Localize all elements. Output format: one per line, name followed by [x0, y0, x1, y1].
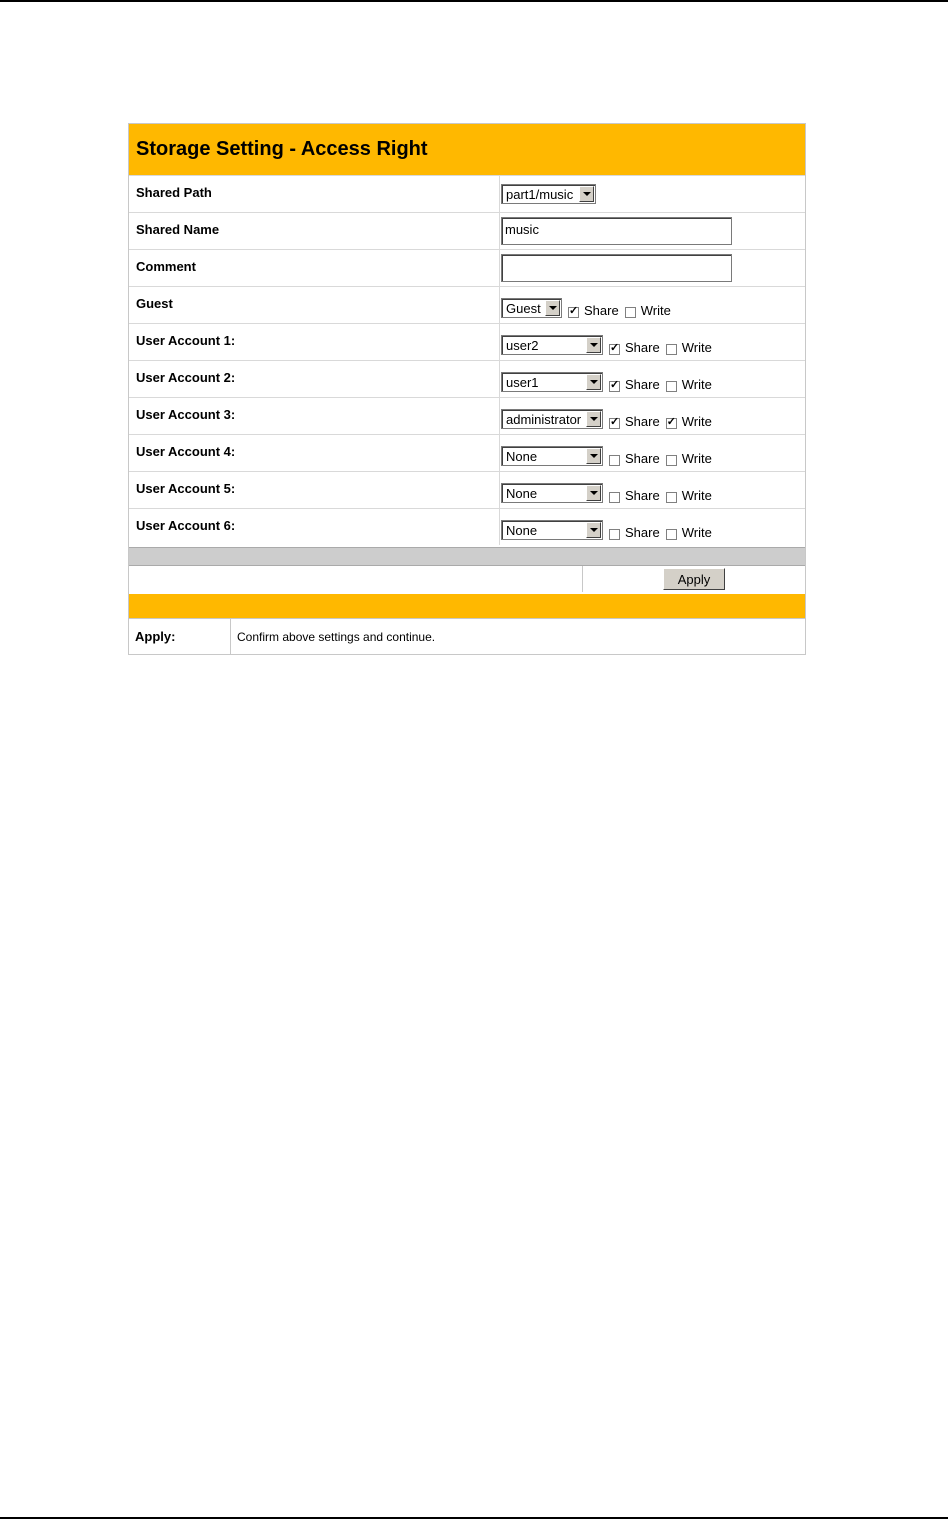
separator-bar — [129, 547, 805, 566]
guest-select-value: Guest — [506, 300, 541, 316]
shared-path-select[interactable] — [501, 184, 596, 204]
user-account-3-label: User Account 3: — [129, 398, 500, 434]
share-label: Share — [625, 488, 660, 503]
share-label: Share — [625, 377, 660, 392]
chevron-down-icon[interactable] — [579, 186, 594, 202]
help-description: Confirm above settings and continue. — [237, 629, 436, 644]
top-rule — [0, 0, 948, 2]
write-label: Write — [681, 451, 712, 466]
comment-label: Comment — [129, 250, 500, 286]
user-account-2-share-checkbox[interactable] — [609, 381, 620, 392]
user-account-3-value: administrator — [506, 411, 582, 427]
write-label: Write — [681, 488, 712, 503]
page-title: Storage Setting - Access Right — [129, 124, 805, 175]
chevron-down-icon[interactable] — [586, 485, 601, 501]
share-label: Share — [625, 340, 660, 355]
bottom-rule — [0, 1517, 948, 1519]
chevron-down-icon[interactable] — [586, 337, 601, 353]
user-account-4-value: None — [506, 448, 538, 464]
share-label: Share — [625, 451, 660, 466]
user-account-3-select[interactable] — [501, 409, 603, 429]
user-account-3-write-checkbox[interactable] — [666, 418, 677, 429]
user-account-5-label: User Account 5: — [129, 472, 500, 508]
help-row — [129, 618, 805, 654]
user-account-4-share-checkbox[interactable] — [609, 455, 620, 466]
help-term: Apply: — [129, 619, 231, 654]
shared-name-label: Shared Name — [129, 213, 500, 249]
write-label: Write — [681, 340, 712, 355]
shared-path-label: Shared Path — [129, 176, 500, 212]
shared-path-value: part1/music — [506, 186, 574, 202]
user-account-2-label: User Account 2: — [129, 361, 500, 397]
user-account-4-label: User Account 4: — [129, 435, 500, 471]
user-account-5-share-checkbox[interactable] — [609, 492, 620, 503]
user-account-2-write-checkbox[interactable] — [666, 381, 677, 392]
guest-row — [129, 286, 805, 323]
user-account-6-value: None — [506, 522, 538, 538]
user-account-5-select[interactable] — [501, 483, 603, 503]
guest-select[interactable] — [501, 298, 562, 318]
user-account-row — [129, 397, 805, 434]
user-account-2-value: user1 — [506, 374, 539, 390]
chevron-down-icon[interactable] — [586, 448, 601, 464]
chevron-down-icon[interactable] — [545, 300, 560, 316]
user-account-6-label: User Account 6: — [129, 509, 500, 545]
user-account-5-value: None — [506, 485, 538, 501]
chevron-down-icon[interactable] — [586, 374, 601, 390]
user-account-1-share-checkbox[interactable] — [609, 344, 620, 355]
share-label: Share — [625, 525, 660, 540]
user-account-3-share-checkbox[interactable] — [609, 418, 620, 429]
share-label: Share — [625, 414, 660, 429]
user-account-4-write-checkbox[interactable] — [666, 455, 677, 466]
comment-input[interactable] — [501, 254, 732, 282]
user-account-6-select[interactable] — [501, 520, 603, 540]
user-account-row — [129, 360, 805, 397]
shared-name-input[interactable]: music — [501, 217, 732, 245]
guest-label: Guest — [129, 287, 500, 323]
guest-write-checkbox[interactable] — [625, 307, 636, 318]
user-account-1-value: user2 — [506, 337, 539, 353]
guest-write-label: Write — [640, 303, 671, 318]
user-account-1-write-checkbox[interactable] — [666, 344, 677, 355]
write-label: Write — [681, 414, 712, 429]
user-account-row — [129, 508, 805, 545]
help-header-bar — [129, 594, 805, 618]
user-account-row — [129, 471, 805, 508]
user-account-6-share-checkbox[interactable] — [609, 529, 620, 540]
shared-name-row — [129, 212, 805, 249]
write-label: Write — [681, 377, 712, 392]
comment-row — [129, 249, 805, 286]
write-label: Write — [681, 525, 712, 540]
chevron-down-icon[interactable] — [586, 522, 601, 538]
user-account-1-select[interactable] — [501, 335, 603, 355]
user-account-6-write-checkbox[interactable] — [666, 529, 677, 540]
chevron-down-icon[interactable] — [586, 411, 601, 427]
apply-button[interactable]: Apply — [663, 568, 725, 590]
guest-share-checkbox[interactable] — [568, 307, 579, 318]
guest-share-label: Share — [584, 303, 619, 318]
user-account-row — [129, 434, 805, 471]
shared-path-row — [129, 175, 805, 212]
apply-row — [129, 566, 805, 592]
access-right-panel — [128, 123, 806, 655]
user-account-row — [129, 323, 805, 360]
user-account-4-select[interactable] — [501, 446, 603, 466]
user-account-5-write-checkbox[interactable] — [666, 492, 677, 503]
user-account-2-select[interactable] — [501, 372, 603, 392]
user-account-1-label: User Account 1: — [129, 324, 500, 360]
